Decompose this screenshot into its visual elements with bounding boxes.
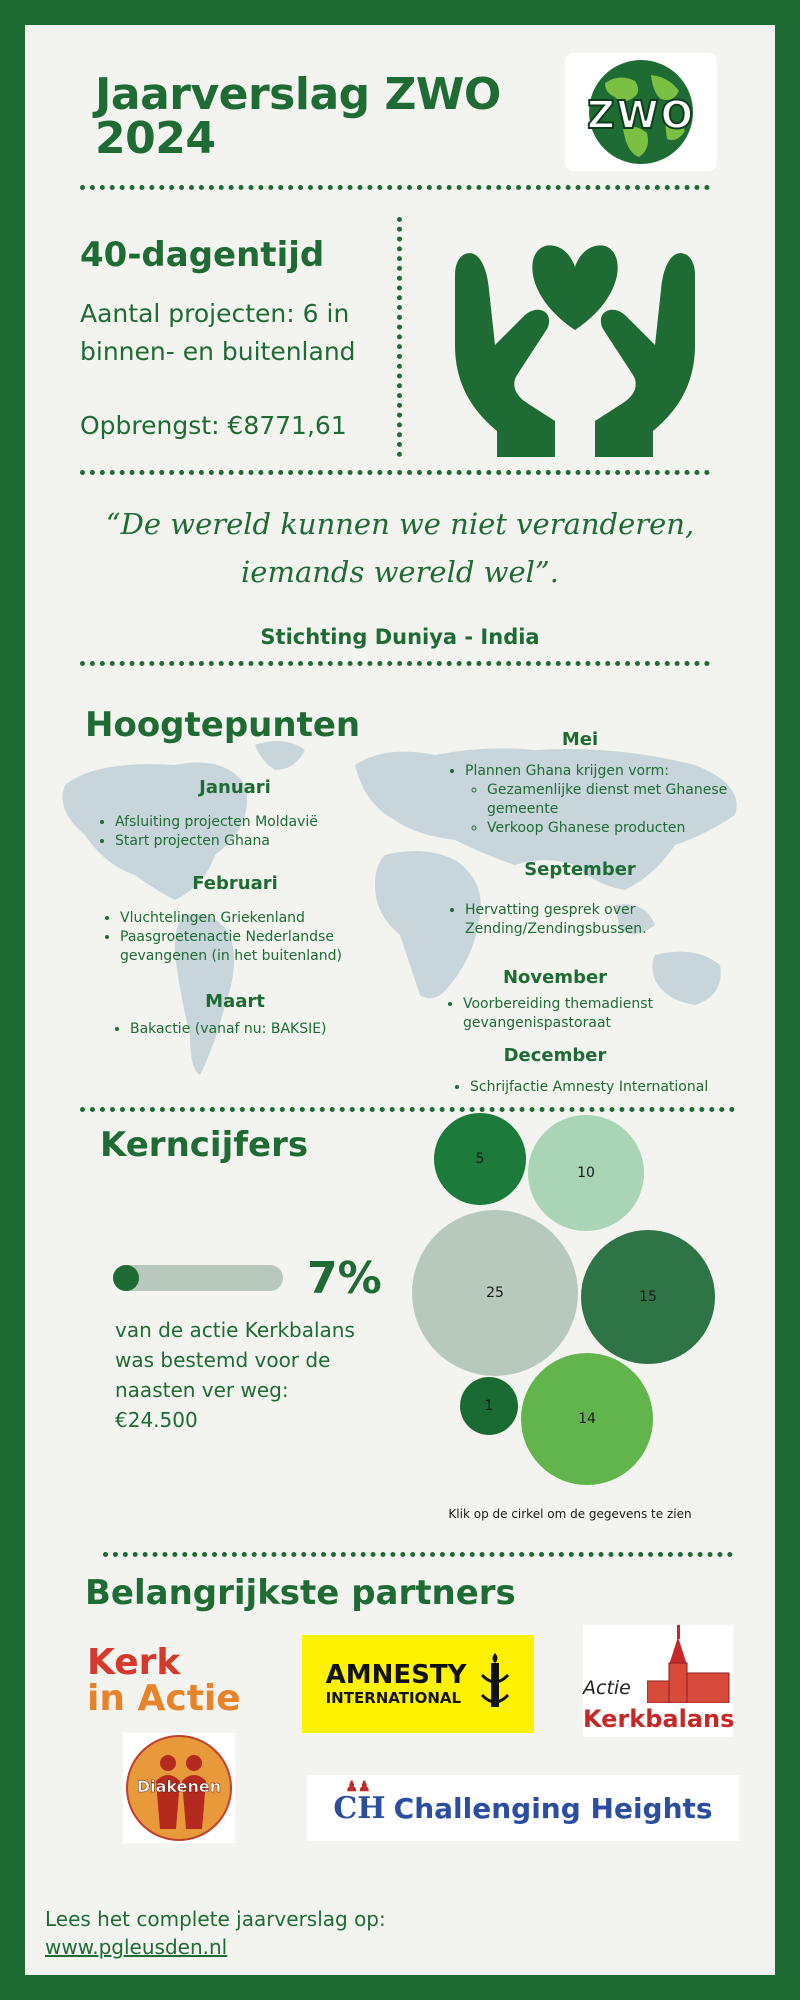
quote-source: Stichting Duniya - India	[260, 625, 540, 649]
footer-link[interactable]: www.pgleusden.nl	[45, 1935, 228, 1959]
bubble-label: 14	[578, 1411, 596, 1427]
bubble-15[interactable]	[581, 1230, 715, 1364]
list-item: • Bakactie (vanaf nu: BAKSIE)	[130, 1020, 410, 1039]
list-december	[450, 1078, 770, 1097]
vertical-divider	[397, 217, 402, 457]
bubble-1[interactable]	[460, 1377, 518, 1435]
desc-line: €24.500	[115, 1408, 198, 1432]
projects-line-1: Aantal projecten: 6 in	[80, 299, 350, 328]
list-mei	[445, 762, 765, 838]
hands-heart-icon	[455, 235, 695, 460]
bubble-5[interactable]	[434, 1113, 526, 1205]
list-item: • Voorbereiding themadienst gevangenispastoraat	[463, 995, 723, 1033]
divider	[80, 661, 710, 666]
ch-mark	[333, 1778, 386, 1826]
list-september	[445, 901, 725, 939]
list-item: • Hervatting gesprek over Zending/Zendingsbussen.	[465, 901, 725, 939]
sublist-mei	[465, 781, 765, 838]
list-item: • Vluchtelingen Griekenland	[120, 909, 410, 928]
lent-revenue: Opbrengst: €8771,61	[80, 411, 347, 440]
list-februari	[100, 909, 410, 966]
progress-fill	[113, 1265, 139, 1291]
bubble-label: 1	[484, 1398, 494, 1414]
month-mei: Mei	[561, 729, 599, 750]
diakenen-logo[interactable]	[123, 1733, 235, 1843]
church-icon	[647, 1625, 731, 1703]
key-figures-description	[115, 1315, 375, 1435]
kerkbalans-line-1: Actie	[583, 1677, 631, 1699]
diakenen-badge	[126, 1735, 232, 1841]
amnesty-logo[interactable]	[302, 1635, 534, 1733]
progress-bar	[113, 1265, 283, 1291]
month-december: December	[503, 1045, 607, 1066]
month-januari: Januari	[199, 777, 271, 798]
desc-line: was bestemd voor de	[115, 1348, 331, 1372]
logo-text: ZWO	[587, 93, 695, 137]
divider	[80, 185, 710, 190]
divider	[80, 470, 710, 475]
challenging-heights-logo[interactable]	[307, 1775, 739, 1841]
bubble-label: 5	[475, 1151, 485, 1167]
list-januari	[95, 813, 415, 851]
divider	[103, 1552, 733, 1557]
month-februari: Februari	[192, 873, 278, 894]
bubble-label: 15	[639, 1289, 657, 1305]
divider	[80, 1107, 735, 1112]
ch-mark-text: CH	[333, 1790, 386, 1826]
list-item-text: Plannen Ghana krijgen vorm:	[465, 763, 669, 779]
page-title	[95, 69, 501, 164]
in-actie-text: in Actie	[87, 1678, 241, 1719]
month-september: September	[524, 859, 636, 880]
candle-icon	[480, 1653, 510, 1715]
list-november	[443, 995, 723, 1033]
actie-kerkbalans-logo[interactable]	[583, 1625, 733, 1737]
title-line-1: Jaarverslag ZWO	[95, 69, 501, 120]
challenging-label: Challenging Heights	[393, 1791, 713, 1825]
footer-text: Lees het complete jaarverslag op:	[45, 1907, 386, 1931]
key-figures-heading: Kerncijfers	[100, 1125, 309, 1165]
quote-line-1: “De wereld kunnen we niet veranderen,	[105, 507, 695, 541]
title-line-2: 2024	[95, 113, 216, 164]
lent-heading: 40-dagentijd	[80, 235, 325, 275]
list-item: • Start projecten Ghana	[115, 832, 415, 851]
bubble-label: 25	[486, 1285, 504, 1301]
desc-line: van de actie Kerkbalans	[115, 1318, 355, 1342]
list-item: • Afsluiting projecten Moldavië	[115, 813, 415, 832]
month-november: November	[502, 967, 608, 988]
footer	[45, 1905, 386, 1961]
desc-line: naasten ver weg:	[115, 1378, 289, 1402]
diakenen-text: Diakenen	[136, 1777, 222, 1796]
bubble-14[interactable]	[521, 1353, 653, 1485]
percent-label: 7%	[307, 1253, 382, 1304]
zwo-logo	[565, 53, 717, 171]
list-item: • Schrijfactie Amnesty International	[470, 1078, 770, 1097]
projects-line-2: binnen- en buitenland	[80, 337, 356, 366]
highlights-heading: Hoogtepunten	[85, 705, 361, 745]
amnesty-text	[326, 1661, 467, 1707]
partners-heading: Belangrijkste partners	[85, 1573, 516, 1613]
challenging-text	[394, 1792, 713, 1825]
amnesty-line-2: INTERNATIONAL	[325, 1689, 462, 1707]
quote-line-2: iemands wereld wel”.	[241, 555, 559, 589]
bubble-label: 10	[577, 1165, 595, 1181]
list-maart	[110, 1020, 410, 1039]
list-item: • Paasgroetenactie Nederlandse gevangenen (in het buitenland)	[120, 928, 410, 966]
figure-icon: ♟♟	[345, 1778, 371, 1795]
quote	[65, 500, 735, 596]
page	[25, 25, 775, 1975]
bubble-10[interactable]	[528, 1115, 644, 1231]
list-subitem: ◦ Gezamenlijke dienst met Ghanese gemeente	[487, 781, 765, 819]
bubble-25[interactable]	[412, 1210, 578, 1376]
kerkbalans-line-2: Kerkbalans	[583, 1705, 735, 1733]
bubble-hint: Klik op de cirkel om de gegevens te zien	[448, 1507, 692, 1521]
list-item	[465, 762, 765, 838]
kerk-in-actie-logo[interactable]	[87, 1642, 241, 1719]
month-maart: Maart	[205, 991, 265, 1012]
amnesty-line-1: AMNESTY	[325, 1660, 467, 1690]
kerk-text: Kerk	[87, 1642, 181, 1683]
list-subitem: ◦ Verkoop Ghanese producten	[487, 819, 765, 838]
lent-projects	[80, 295, 356, 371]
